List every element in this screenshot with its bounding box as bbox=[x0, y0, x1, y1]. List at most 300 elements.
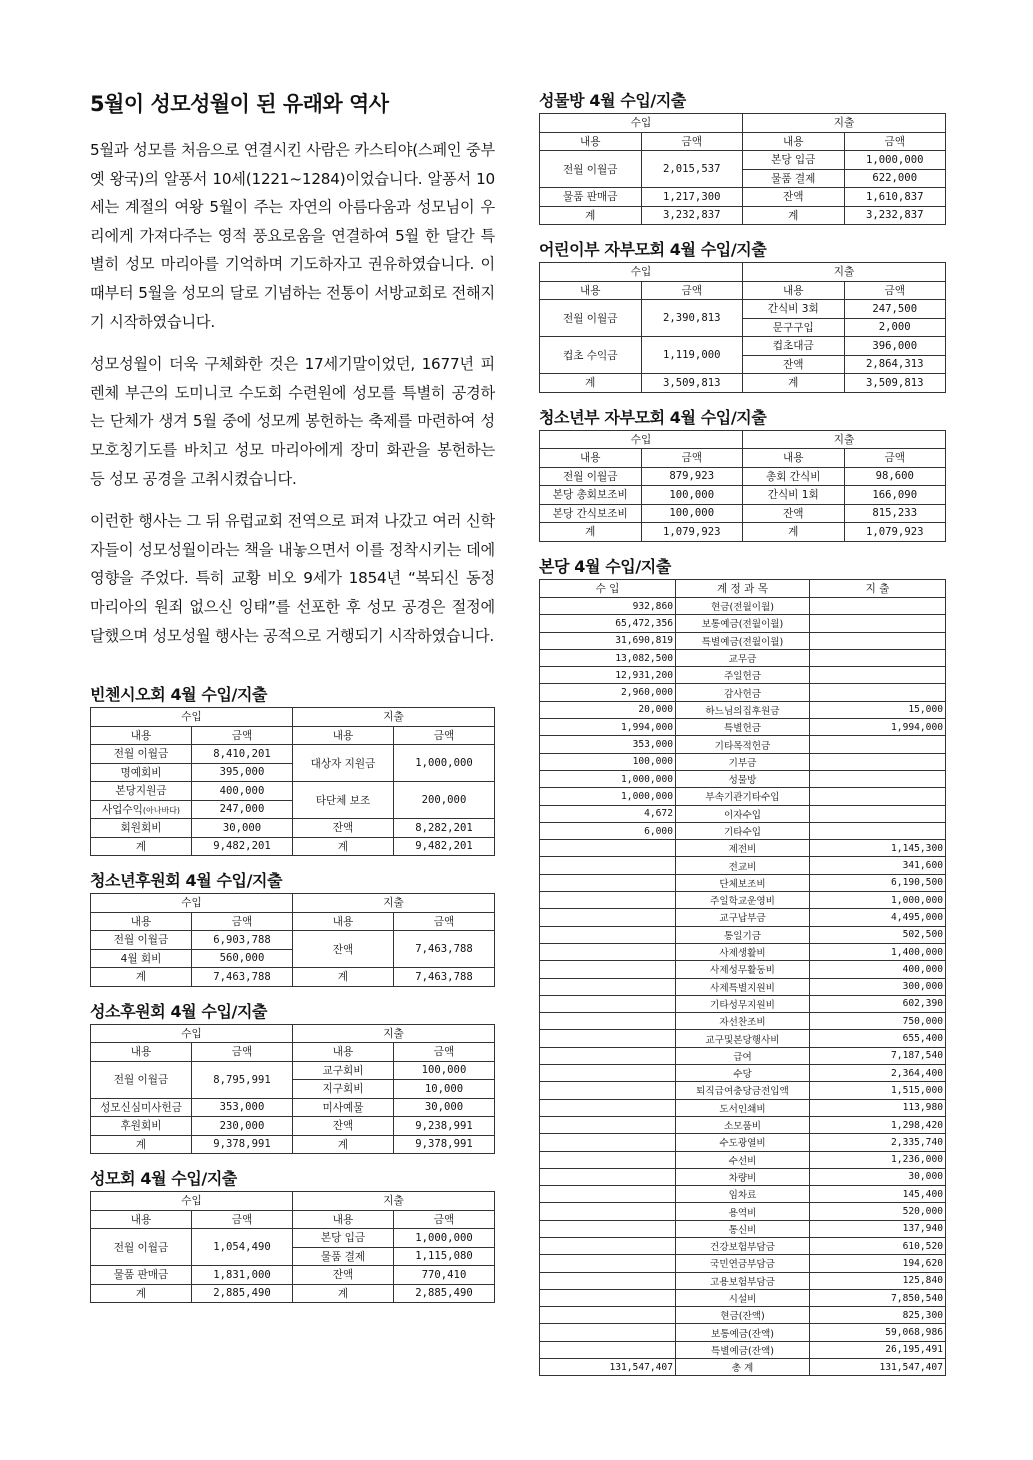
expense-amount: 610,520 bbox=[809, 1237, 945, 1254]
income-amount: 400,000 bbox=[192, 782, 293, 801]
expense-amount bbox=[809, 615, 945, 632]
table-row bbox=[540, 649, 946, 666]
youthparents-table bbox=[539, 430, 946, 542]
table-row bbox=[91, 1098, 495, 1117]
expense-amount: 26,195,491 bbox=[809, 1341, 945, 1358]
sanctuary-section bbox=[90, 999, 495, 1155]
expense-amount: 655,400 bbox=[809, 1030, 945, 1047]
account-name: 수도광열비 bbox=[676, 1134, 810, 1151]
total-row bbox=[91, 837, 495, 856]
total-amount: 7,463,788 bbox=[192, 968, 293, 987]
account-name: 교구납부금 bbox=[676, 909, 810, 926]
expense-item: 교구회비 bbox=[293, 1061, 394, 1080]
expense-header: 지출 bbox=[743, 114, 946, 133]
total-label: 계 bbox=[540, 206, 642, 225]
item-header: 내용 bbox=[743, 449, 845, 468]
expense-amount: 1,236,000 bbox=[809, 1151, 945, 1168]
table-row bbox=[540, 1168, 946, 1185]
expense-header: 지출 bbox=[293, 1192, 495, 1211]
income-amount: 131,547,407 bbox=[540, 1359, 676, 1376]
expense-item: 잔액 bbox=[293, 1117, 394, 1136]
account-header: 계 정 과 목 bbox=[676, 579, 810, 598]
account-name: 도서인쇄비 bbox=[676, 1099, 810, 1116]
total-label: 계 bbox=[743, 206, 845, 225]
expense-amount: 502,500 bbox=[809, 926, 945, 943]
total-label: 계 bbox=[293, 1284, 394, 1303]
table-row bbox=[540, 1307, 946, 1324]
account-name: 특별예금(전월이월) bbox=[676, 632, 810, 649]
income-amount: 100,000 bbox=[641, 486, 743, 505]
expense-amount: 7,463,788 bbox=[394, 931, 495, 968]
expense-amount: 8,282,201 bbox=[394, 819, 495, 838]
income-item: 컵초 수익금 bbox=[540, 337, 642, 374]
expense-amount: 10,000 bbox=[394, 1080, 495, 1099]
income-item: 회원회비 bbox=[91, 819, 192, 838]
expense-item: 잔액 bbox=[293, 931, 394, 968]
table-row bbox=[540, 874, 946, 891]
total-label: 계 bbox=[743, 523, 845, 542]
item-header: 내용 bbox=[293, 1043, 394, 1062]
amount-header: 금액 bbox=[844, 132, 946, 151]
expense-amount bbox=[809, 753, 945, 770]
children-title: 어린이부 자부모회 4월 수입/지출 bbox=[539, 240, 767, 259]
table-row bbox=[540, 1341, 946, 1358]
income-amount bbox=[540, 995, 676, 1012]
amount-header: 금액 bbox=[192, 1210, 293, 1229]
account-name: 용역비 bbox=[676, 1203, 810, 1220]
account-name: 보통예금(잔액) bbox=[676, 1324, 810, 1341]
shop-table bbox=[539, 113, 946, 225]
income-item: 전월 이월금 bbox=[91, 1229, 192, 1266]
account-name: 통일기금 bbox=[676, 926, 810, 943]
total-amount: 9,482,201 bbox=[394, 837, 495, 856]
income-item: 전월 이월금 bbox=[91, 931, 192, 950]
account-name: 주일헌금 bbox=[676, 667, 810, 684]
account-name: 총 계 bbox=[676, 1359, 810, 1376]
income-amount bbox=[540, 1220, 676, 1237]
children-section bbox=[539, 237, 946, 393]
table-row bbox=[91, 931, 495, 950]
expense-amount: 1,115,080 bbox=[394, 1247, 495, 1266]
amount-header: 금액 bbox=[192, 1043, 293, 1062]
account-name: 감사헌금 bbox=[676, 684, 810, 701]
expense-amount: 1,000,000 bbox=[809, 892, 945, 909]
income-amount bbox=[540, 1116, 676, 1133]
sanctuary-title: 성소후원회 4월 수입/지출 bbox=[90, 1001, 268, 1021]
account-name: 사제성무활동비 bbox=[676, 961, 810, 978]
income-amount bbox=[540, 1203, 676, 1220]
youthparents-title: 청소년부 자부모회 4월 수입/지출 bbox=[539, 407, 767, 427]
total-amount: 1,079,923 bbox=[641, 523, 743, 542]
income-amount bbox=[540, 1030, 676, 1047]
amount-header: 금액 bbox=[641, 281, 743, 300]
expense-amount bbox=[809, 770, 945, 787]
parish-table-body bbox=[540, 598, 946, 1376]
income-amount: 13,082,500 bbox=[540, 649, 676, 666]
sanctuary-table bbox=[90, 1024, 495, 1155]
table-row bbox=[540, 1151, 946, 1168]
income-item: 성모신심미사헌금 bbox=[91, 1098, 192, 1117]
income-amount bbox=[540, 1082, 676, 1099]
table-row bbox=[540, 1047, 946, 1064]
income-amount bbox=[540, 1099, 676, 1116]
table-row bbox=[540, 504, 946, 523]
expense-item: 대상자 지원금 bbox=[293, 745, 394, 782]
account-name: 소모품비 bbox=[676, 1116, 810, 1133]
income-amount bbox=[540, 1151, 676, 1168]
expense-amount: 137,940 bbox=[809, 1220, 945, 1237]
total-label: 계 bbox=[293, 968, 394, 987]
table-row bbox=[540, 753, 946, 770]
table-row bbox=[540, 1324, 946, 1341]
income-header: 수입 bbox=[540, 263, 743, 282]
income-header: 수입 bbox=[540, 114, 743, 133]
income-item: 물품 판매금 bbox=[91, 1266, 192, 1285]
table-row bbox=[91, 1266, 495, 1285]
income-amount bbox=[540, 1307, 676, 1324]
expense-amount: 247,500 bbox=[844, 300, 946, 319]
expense-amount: 113,980 bbox=[809, 1099, 945, 1116]
expense-amount: 520,000 bbox=[809, 1203, 945, 1220]
income-amount bbox=[540, 978, 676, 995]
account-name: 사제특별지원비 bbox=[676, 978, 810, 995]
table-row bbox=[540, 719, 946, 736]
expense-amount: 100,000 bbox=[394, 1061, 495, 1080]
table-row bbox=[540, 736, 946, 753]
total-amount: 2,885,490 bbox=[394, 1284, 495, 1303]
table-row bbox=[540, 486, 946, 505]
income-amount: 353,000 bbox=[540, 736, 676, 753]
total-amount: 2,885,490 bbox=[192, 1284, 293, 1303]
income-header: 수입 bbox=[91, 1192, 293, 1211]
expense-amount bbox=[809, 649, 945, 666]
expense-amount bbox=[809, 805, 945, 822]
marysoc-title: 성모회 4월 수입/지출 bbox=[90, 1169, 237, 1189]
total-label: 계 bbox=[91, 1135, 192, 1154]
expense-item: 잔액 bbox=[743, 504, 845, 523]
expense-amount: 2,364,400 bbox=[809, 1065, 945, 1082]
article bbox=[90, 88, 495, 650]
item-header: 내용 bbox=[540, 132, 642, 151]
parish-table bbox=[539, 579, 946, 1377]
income-amount bbox=[540, 874, 676, 891]
income-item: 본당 간식보조비 bbox=[540, 504, 642, 523]
income-item: 전월 이월금 bbox=[540, 300, 642, 337]
expense-item: 문구구입 bbox=[743, 318, 845, 337]
account-name: 급여 bbox=[676, 1047, 810, 1064]
table-row bbox=[540, 1134, 946, 1151]
table-row bbox=[540, 961, 946, 978]
table-row bbox=[540, 598, 946, 615]
income-amount: 1,054,490 bbox=[192, 1229, 293, 1266]
account-name: 특별헌금 bbox=[676, 719, 810, 736]
total-amount: 3,232,837 bbox=[844, 206, 946, 225]
income-amount: 100,000 bbox=[540, 753, 676, 770]
item-header: 내용 bbox=[91, 1210, 192, 1229]
amount-header: 금액 bbox=[641, 449, 743, 468]
total-amount: 9,378,991 bbox=[192, 1135, 293, 1154]
item-header: 내용 bbox=[293, 912, 394, 931]
expense-item: 본당 입금 bbox=[743, 151, 845, 170]
income-amount bbox=[540, 943, 676, 960]
expense-amount: 825,300 bbox=[809, 1307, 945, 1324]
total-label: 계 bbox=[91, 1284, 192, 1303]
income-header: 수입 bbox=[91, 1024, 293, 1043]
expense-header: 지출 bbox=[743, 430, 946, 449]
table-row bbox=[91, 782, 495, 801]
table-row bbox=[540, 1116, 946, 1133]
expense-item: 미사예물 bbox=[293, 1098, 394, 1117]
youthsupport-title: 청소년후원회 4월 수입/지출 bbox=[90, 871, 283, 891]
expense-amount: 7,850,540 bbox=[809, 1289, 945, 1306]
income-item: 본당 총회보조비 bbox=[540, 486, 642, 505]
expense-header: 지출 bbox=[293, 708, 495, 727]
income-amount bbox=[540, 909, 676, 926]
item-header: 내용 bbox=[743, 132, 845, 151]
expense-amount: 59,068,986 bbox=[809, 1324, 945, 1341]
table-row bbox=[540, 1030, 946, 1047]
expense-amount: 1,000,000 bbox=[844, 151, 946, 170]
table-row bbox=[91, 1229, 495, 1248]
table-row bbox=[540, 1289, 946, 1306]
income-item: 전월 이월금 bbox=[540, 151, 642, 188]
table-row bbox=[540, 926, 946, 943]
table-row bbox=[540, 1255, 946, 1272]
table-row bbox=[540, 615, 946, 632]
account-name: 제전비 bbox=[676, 840, 810, 857]
expense-amount bbox=[809, 632, 945, 649]
table-row bbox=[91, 1061, 495, 1080]
expense-amount: 98,600 bbox=[844, 467, 946, 486]
item-header: 내용 bbox=[540, 281, 642, 300]
table-row bbox=[540, 788, 946, 805]
account-name: 국민연금부담금 bbox=[676, 1255, 810, 1272]
income-amount: 932,860 bbox=[540, 598, 676, 615]
total-row bbox=[540, 374, 946, 393]
expense-amount: 2,335,740 bbox=[809, 1134, 945, 1151]
marysoc-section bbox=[90, 1166, 495, 1303]
expense-amount: 6,190,500 bbox=[809, 874, 945, 891]
expense-amount: 15,000 bbox=[809, 701, 945, 718]
total-label: 계 bbox=[91, 968, 192, 987]
table-row bbox=[540, 822, 946, 839]
income-item-label: 사업수익 bbox=[101, 803, 143, 816]
table-row bbox=[540, 770, 946, 787]
expense-amount: 125,840 bbox=[809, 1272, 945, 1289]
table-row bbox=[540, 467, 946, 486]
income-amount: 6,000 bbox=[540, 822, 676, 839]
account-name: 특별예금(잔액) bbox=[676, 1341, 810, 1358]
parish-section bbox=[539, 554, 946, 1377]
income-amount: 65,472,356 bbox=[540, 615, 676, 632]
article-paragraph: 5월과 성모를 처음으로 연결시킨 사람은 카스티야(스페인 중부 옛 왕국)의 알퐁서 10세(1221~1284)이었습니다. 알퐁서 10세는 계절의 여왕 5월이 주는 자연의 아름다움과 성모님이 우리에게 가져다주는 영적 풍요로움을 연결하여 5월 한 달간 특별히 성모 마리아를 기억하며 기도하자고 권유하였습니다. 이때부터 5월을 성모의 달로 기념하는 전통이 서방교회로 전해지기 시작하였습니다. bbox=[90, 141, 495, 331]
income-item: 4월 회비 bbox=[91, 949, 192, 968]
income-amount bbox=[540, 1237, 676, 1254]
total-label: 계 bbox=[293, 837, 394, 856]
account-name: 교구및본당행사비 bbox=[676, 1030, 810, 1047]
account-name: 기부금 bbox=[676, 753, 810, 770]
expense-amount: 166,090 bbox=[844, 486, 946, 505]
income-amount: 1,000,000 bbox=[540, 788, 676, 805]
account-name: 보통예금(전월이월) bbox=[676, 615, 810, 632]
income-amount: 8,795,991 bbox=[192, 1061, 293, 1098]
income-item: 전월 이월금 bbox=[91, 745, 192, 764]
article-paragraph: 이런한 행사는 그 뒤 유럽교회 전역으로 퍼져 나갔고 여러 신학자들이 성모성월이라는 책을 내놓으면서 이를 정착시키는 데에 영향을 주었다. 특히 교황 비오 9세가 1854년 “복되신 동정 마리아의 원죄 없으신 잉태”를 선포한 후 성모 공경은 절정에 달했으며 성모성월 행사는 공적으로 거행되기 시작하였습니다. bbox=[90, 512, 495, 645]
total-label: 계 bbox=[91, 837, 192, 856]
table-row bbox=[540, 892, 946, 909]
expense-amount: 1,610,837 bbox=[844, 188, 946, 207]
expense-amount: 1,400,000 bbox=[809, 943, 945, 960]
expense-amount: 1,145,300 bbox=[809, 840, 945, 857]
amount-header: 금액 bbox=[394, 1043, 495, 1062]
expense-header: 지 출 bbox=[809, 579, 945, 598]
expense-amount: 2,864,313 bbox=[844, 355, 946, 374]
account-name: 수선비 bbox=[676, 1151, 810, 1168]
expense-amount bbox=[809, 788, 945, 805]
income-amount bbox=[540, 857, 676, 874]
account-name: 부속기관기타수입 bbox=[676, 788, 810, 805]
total-amount: 3,232,837 bbox=[641, 206, 743, 225]
expense-item: 간식비 1회 bbox=[743, 486, 845, 505]
account-name: 기타수입 bbox=[676, 822, 810, 839]
account-name: 건강보험부담금 bbox=[676, 1237, 810, 1254]
income-amount bbox=[540, 1065, 676, 1082]
table-row bbox=[540, 151, 946, 170]
table-row bbox=[540, 857, 946, 874]
account-name: 기타성무지원비 bbox=[676, 995, 810, 1012]
income-amount bbox=[540, 1324, 676, 1341]
table-row bbox=[540, 1065, 946, 1082]
item-header: 내용 bbox=[293, 726, 394, 745]
account-name: 사제생활비 bbox=[676, 943, 810, 960]
expense-item: 지구회비 bbox=[293, 1080, 394, 1099]
expense-item: 물품 결제 bbox=[743, 169, 845, 188]
table-row bbox=[91, 819, 495, 838]
expense-amount: 770,410 bbox=[394, 1266, 495, 1285]
total-amount: 9,378,991 bbox=[394, 1135, 495, 1154]
table-row bbox=[540, 840, 946, 857]
left-column bbox=[90, 88, 495, 1315]
total-row bbox=[540, 523, 946, 542]
children-table bbox=[539, 262, 946, 393]
total-label: 계 bbox=[540, 523, 642, 542]
table-row bbox=[540, 701, 946, 718]
account-name: 기타목적헌금 bbox=[676, 736, 810, 753]
income-amount bbox=[540, 1341, 676, 1358]
amount-header: 금액 bbox=[844, 449, 946, 468]
expense-header: 지출 bbox=[743, 263, 946, 282]
total-amount: 3,509,813 bbox=[844, 374, 946, 393]
income-header: 수 입 bbox=[540, 579, 676, 598]
account-name: 임차료 bbox=[676, 1186, 810, 1203]
income-amount: 2,390,813 bbox=[641, 300, 743, 337]
account-name: 단체보조비 bbox=[676, 874, 810, 891]
income-amount bbox=[540, 1047, 676, 1064]
table-row bbox=[540, 1203, 946, 1220]
total-amount: 9,482,201 bbox=[192, 837, 293, 856]
amount-header: 금액 bbox=[192, 726, 293, 745]
income-item: 물품 판매금 bbox=[540, 188, 642, 207]
expense-amount: 622,000 bbox=[844, 169, 946, 188]
total-row bbox=[91, 968, 495, 987]
income-amount: 8,410,201 bbox=[192, 745, 293, 764]
expense-amount bbox=[809, 736, 945, 753]
expense-amount: 9,238,991 bbox=[394, 1117, 495, 1136]
amount-header: 금액 bbox=[394, 912, 495, 931]
youthsupport-table bbox=[90, 893, 495, 987]
income-amount: 1,119,000 bbox=[641, 337, 743, 374]
expense-header: 지출 bbox=[293, 1024, 495, 1043]
marysoc-table bbox=[90, 1191, 495, 1303]
item-header: 내용 bbox=[743, 281, 845, 300]
expense-item: 타단체 보조 bbox=[293, 782, 394, 819]
income-header: 수입 bbox=[91, 894, 293, 913]
table-row bbox=[540, 943, 946, 960]
vincent-section bbox=[90, 682, 495, 856]
income-item: 본당지원금 bbox=[91, 782, 192, 801]
expense-amount: 194,620 bbox=[809, 1255, 945, 1272]
account-name: 하느님의집후원금 bbox=[676, 701, 810, 718]
expense-amount: 2,000 bbox=[844, 318, 946, 337]
account-name: 차량비 bbox=[676, 1168, 810, 1185]
shop-title: 성물방 4월 수입/지출 bbox=[539, 91, 686, 110]
vincent-table bbox=[90, 707, 495, 856]
income-item bbox=[91, 800, 192, 819]
income-amount bbox=[540, 961, 676, 978]
table-row bbox=[540, 995, 946, 1012]
account-name: 전교비 bbox=[676, 857, 810, 874]
total-row bbox=[540, 1359, 946, 1376]
expense-amount: 7,187,540 bbox=[809, 1047, 945, 1064]
total-row bbox=[91, 1284, 495, 1303]
income-item-note: (아나바다) bbox=[142, 805, 181, 815]
total-amount: 1,079,923 bbox=[844, 523, 946, 542]
income-amount bbox=[540, 1013, 676, 1030]
account-name: 현금(잔액) bbox=[676, 1307, 810, 1324]
income-amount: 560,000 bbox=[192, 949, 293, 968]
total-amount: 3,509,813 bbox=[641, 374, 743, 393]
income-amount: 1,000,000 bbox=[540, 770, 676, 787]
income-amount: 395,000 bbox=[192, 763, 293, 782]
income-amount: 2,015,537 bbox=[641, 151, 743, 188]
table-row bbox=[540, 1099, 946, 1116]
income-amount bbox=[540, 840, 676, 857]
expense-amount bbox=[809, 822, 945, 839]
income-amount: 6,903,788 bbox=[192, 931, 293, 950]
expense-amount: 1,515,000 bbox=[809, 1082, 945, 1099]
account-name: 수당 bbox=[676, 1065, 810, 1082]
table-row bbox=[540, 805, 946, 822]
item-header: 내용 bbox=[91, 912, 192, 931]
expense-item: 간식비 3회 bbox=[743, 300, 845, 319]
table-row bbox=[540, 667, 946, 684]
expense-amount: 200,000 bbox=[394, 782, 495, 819]
account-name: 고용보험부담금 bbox=[676, 1272, 810, 1289]
item-header: 내용 bbox=[91, 726, 192, 745]
vincent-title: 빈첸시오회 4월 수입/지출 bbox=[90, 685, 268, 705]
total-amount: 7,463,788 bbox=[394, 968, 495, 987]
expense-amount: 1,994,000 bbox=[809, 719, 945, 736]
income-item: 명예회비 bbox=[91, 763, 192, 782]
expense-item: 잔액 bbox=[293, 819, 394, 838]
income-amount: 1,994,000 bbox=[540, 719, 676, 736]
item-header: 내용 bbox=[91, 1043, 192, 1062]
table-row bbox=[540, 909, 946, 926]
expense-amount: 396,000 bbox=[844, 337, 946, 356]
youthparents-section bbox=[539, 405, 946, 542]
account-name: 통신비 bbox=[676, 1220, 810, 1237]
expense-amount bbox=[809, 598, 945, 615]
